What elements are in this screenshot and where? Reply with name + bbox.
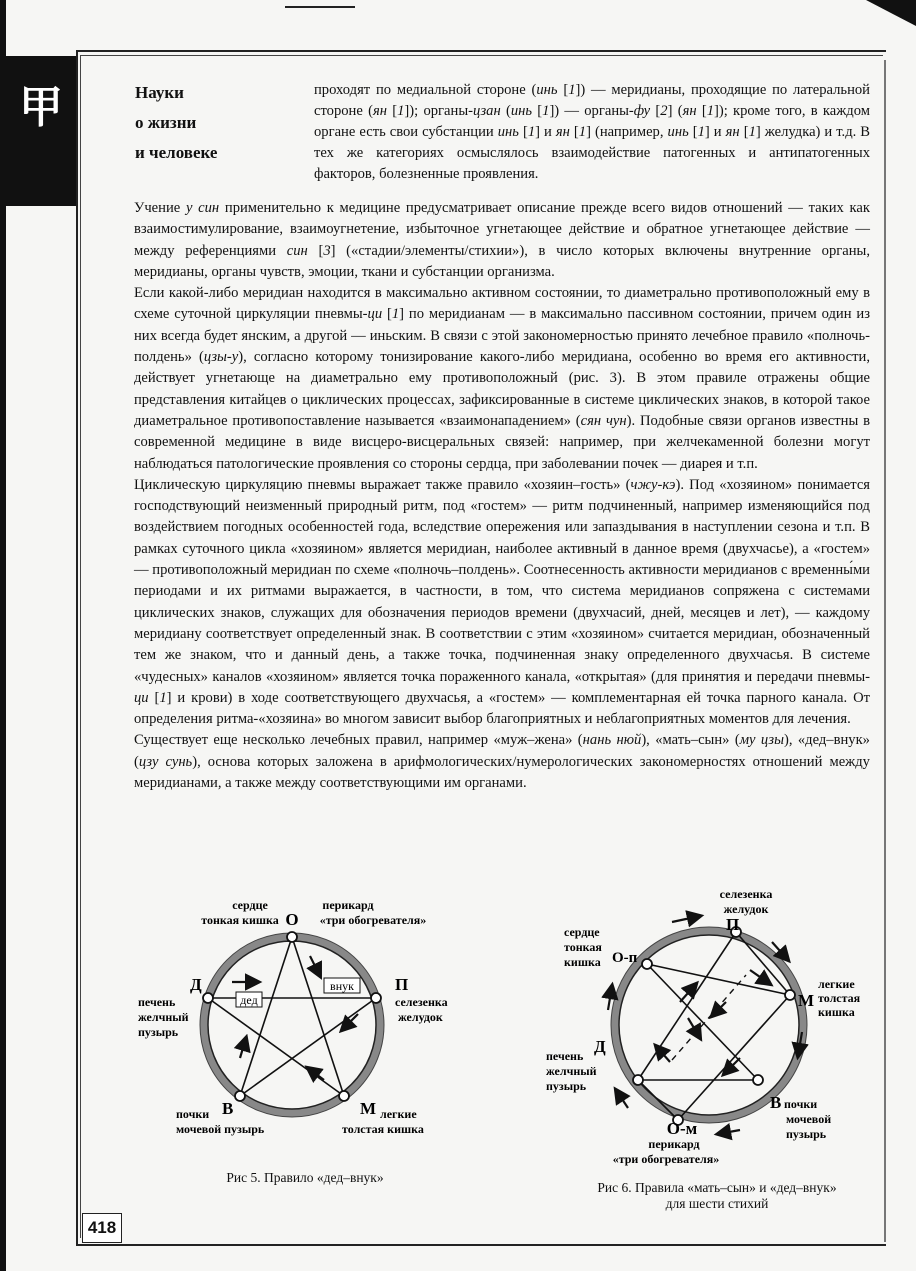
node-label-p: селезенка — [719, 887, 773, 901]
node-letter-op: О-п — [612, 950, 638, 966]
node-label-m: толстая кишка — [342, 1122, 424, 1136]
paragraph: Учение у син применительно к медицине предусматривает описание прежде всего видов отношений — таких как взаимостимулирование, взаимоугнетение, избыточное угнетающее действие и обратное угнетающее действие — между референциями син [3] («стадии/элементы/стихии»), в число которых включены внутренние органы, меридианы, органы чувств, эмоции, ткани и субстанции организма. — [134, 200, 870, 280]
node-label-d: печень — [138, 995, 176, 1009]
section-tab — [6, 56, 76, 206]
figure-6-caption-line: Рис 6. Правила «мать–сын» и «дед–внук» — [597, 1180, 837, 1195]
node-letter-om: О-м — [666, 1119, 698, 1138]
section-title-line: Науки — [135, 83, 184, 102]
node-label-m: легкие — [818, 977, 855, 991]
node-dot-v — [235, 1091, 245, 1101]
node-letter-m: М — [360, 1099, 377, 1118]
node-label-v: мочевой пузырь — [176, 1122, 265, 1136]
node-label-m: легкие — [380, 1107, 417, 1121]
node-label-d: пузырь — [546, 1079, 587, 1093]
node-label-p: желудок — [398, 1010, 443, 1024]
node-dot-o — [287, 932, 297, 942]
node-label-p: желудок — [723, 902, 769, 916]
node-label-v: почки — [784, 1097, 818, 1111]
node-dot-m — [339, 1091, 349, 1101]
node-letter-o: О — [285, 910, 299, 929]
node-letter-d: Д — [594, 1037, 606, 1056]
node-label-op: сердце — [564, 925, 600, 939]
cycle-ring-edge — [208, 941, 376, 1109]
node-label-m: кишка — [818, 1005, 855, 1019]
section-glyph: 甲 — [19, 83, 63, 132]
node-label-op: кишка — [564, 955, 601, 969]
figure-6-caption-line: для шести стихий — [665, 1196, 769, 1211]
dashed-link — [672, 975, 746, 1060]
hexagram — [638, 932, 790, 1120]
node-label-d: пузырь — [138, 1025, 179, 1039]
page-right-rule — [884, 60, 886, 1242]
node-letter-p: П — [726, 915, 740, 934]
cycle-ring — [615, 931, 803, 1119]
page-number: 418 — [82, 1213, 122, 1243]
figure-6-diagram — [520, 880, 880, 1170]
scan-top-line — [285, 6, 355, 8]
cycle-ring — [204, 937, 380, 1113]
section-title-line: о жизни — [135, 113, 197, 132]
figure-5-caption: Рис 5. Правило «дед–внук» — [226, 1170, 384, 1185]
node-label-o: тонкая кишка — [201, 913, 279, 927]
node-label-o2: «три обогревателя» — [319, 913, 427, 927]
node-dot-v — [753, 1075, 763, 1085]
node-dot-d — [203, 993, 213, 1003]
figure-5-diagram — [130, 890, 460, 1150]
intro-paragraph: проходят по медиальной стороне (инь [1]) — меридианы, проходящие по латеральной стороне (ян [1]); органы-цзан (инь [1]) — органы-фу [2] (ян [1]); кроме того, в каждом органе есть свои субстанции инь [1] и ян [1] (например, инь [1] и ян [1] желудка) и т.д. В тех же категориях осмыслялось взаимодействие патогенных и антипатогенных факторов, болезненные проявления. — [314, 82, 871, 182]
node-label-o2: перикард — [322, 898, 374, 912]
node-label-m: толстая — [818, 991, 861, 1005]
node-dot-d — [633, 1075, 643, 1085]
section-title-line: и человеке — [135, 143, 218, 162]
node-label-p: селезенка — [395, 995, 448, 1009]
node-label-v: почки — [176, 1107, 210, 1121]
figure-6-caption — [552, 1180, 882, 1212]
node-label-o: сердце — [232, 898, 268, 912]
section-title — [135, 78, 305, 168]
node-letter-v: В — [770, 1093, 782, 1112]
node-label-v: пузырь — [786, 1127, 827, 1141]
node-letter-v: В — [222, 1099, 234, 1118]
node-label-d: печень — [546, 1049, 584, 1063]
vnuk-label: внук — [330, 979, 354, 993]
node-letter-d: Д — [190, 975, 202, 994]
node-label-v: мочевой — [786, 1112, 832, 1126]
node-label-om: «три обогревателя» — [612, 1152, 720, 1166]
node-letter-p: П — [395, 975, 409, 994]
main-text — [134, 198, 870, 794]
paragraph: Если какой-либо меридиан находится в максимально активном состоянии, то диаметрально противоположный ему в схеме суточной циркуляции пневмы-ци [1] по меридианам — в максимально пассивном состоянии, причем один из них всегда будет янским, а другой — иньским. В связи с этой закономерностью принято лечебное правило «полночь-полдень» (цзы-у), согласно которому тонизирование какого-либо меридиана, особенно во время его активности, действует угнетающе на диаметрально ему противоположный (рис. 3). В этом правиле отражены общие представления китайцев о циклических процессах, зафиксированные в системе циклических знаков, в которой такое диаметральное противопоставление называется «взаимонападением» (сян чун). Подобные связи органов известны в современной медицине в виде висцеро-висцеральных связей: например, при желчекаменной болезни могут наблюдаться патологические проявления со стороны сердца, при заболевании почек — диарея и т.п. — [134, 285, 870, 472]
scan-corner-mark — [866, 0, 916, 26]
paragraph: Существует еще несколько лечебных правил, например «муж–жена» (нань нюй), «мать–сын» (му цзы), «дед–внук» (цзу сунь), основа которых заложена в арифмологических/нумерологических закономерностях отношений между меридианами, а также между соответствующими им органами. — [134, 732, 870, 792]
node-label-d: желчный — [546, 1064, 597, 1078]
node-letter-m: М — [798, 991, 815, 1010]
node-label-d: желчный — [138, 1010, 189, 1024]
node-dot-p — [371, 993, 381, 1003]
node-dot-m — [785, 990, 795, 1000]
paragraph: Циклическую циркуляцию пневмы выражает также правило «хозяин–гость» (чжу-кэ). Под «хозяином» понимается господствующий неизменный природный ритм, под «гостем» — ритм подчиненный, например изменяющийся под воздействием погодных особенностей года, вследствие опережения или запаздывания в наступлении сезона и т.п. В рамках суточного цикла «хозяином» является меридиан, наиболее активный в данное время (двухчасье), а «гостем» — противоположный меридиан по схеме «полночь–полдень». Соотнесенность активности меридианов с временны́ми периодами и их ритмами выражается, в частности, в том, что система меридианов сопряжена с системами циклических знаков, служащих для обозначения периодов времени (двухчасий, дней, месяцев и лет), — каждому меридиану соответствует определенный знак. В соответствии с этим «хозяином» считается меридиан, обозначенный тем же знаком, что и данный день, а также точка, подчиненная знаку определенного двухчасья. В системе «чудесных» каналов «хозяином» является точка пораженного канала, «открытая» (для принятия и передачи пневмы-ци [1] и крови) в ходе соответствующего двухчасья, а «гостем» — комплементарная ей точка парного канала. От определения ритма-«хозяина» во многом зависит выбор благоприятных и неблагоприятных моментов для лечения. — [134, 476, 871, 728]
node-label-op: тонкая — [564, 940, 602, 954]
node-dot-op — [642, 959, 652, 969]
node-label-om: перикард — [648, 1137, 700, 1151]
ded-label: дед — [240, 993, 258, 1007]
